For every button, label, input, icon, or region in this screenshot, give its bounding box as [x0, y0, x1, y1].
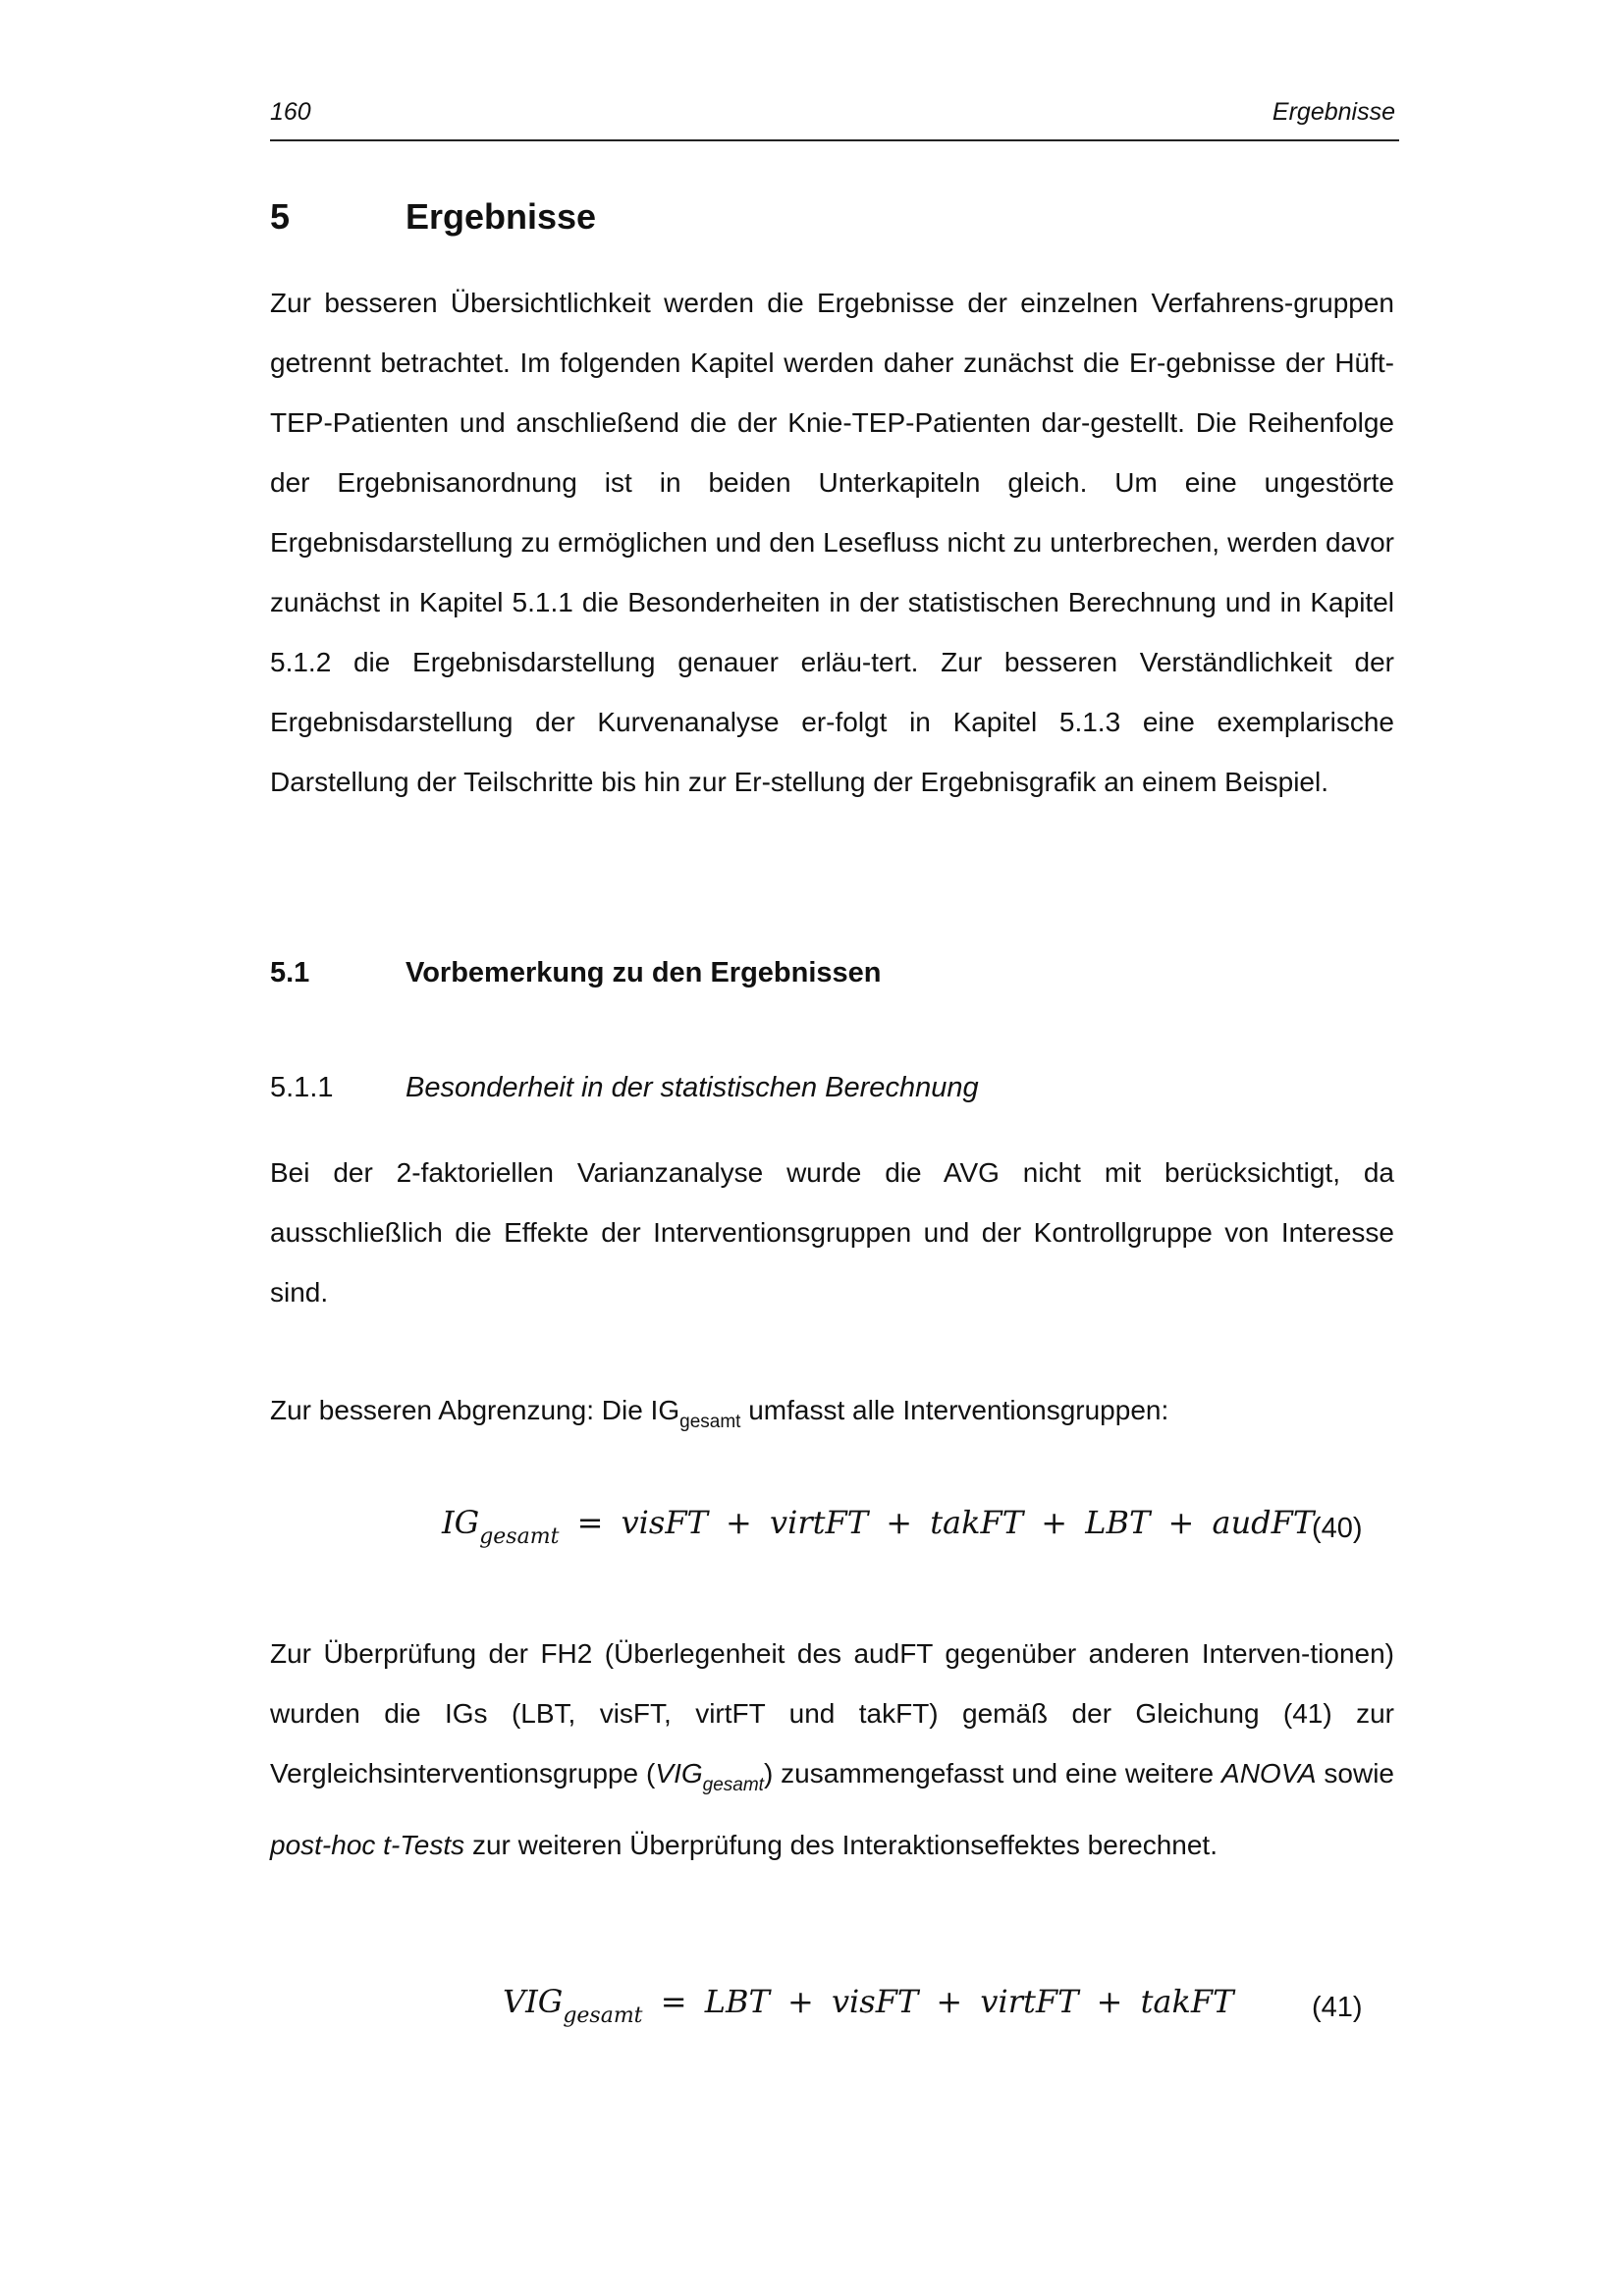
eq41-term: LBT: [704, 1983, 770, 2020]
abgrenzung-text-before: Zur besseren Abgrenzung: Die IG: [270, 1395, 680, 1425]
eq41-equals: =: [660, 1983, 687, 2020]
eq40-term: LBT: [1085, 1504, 1151, 1541]
subsection-number: 5.1.1: [270, 1072, 334, 1103]
abgrenzung-paragraph: [270, 1380, 1394, 1452]
abgrenzung-subscript: gesamt: [679, 1412, 741, 1432]
equation-41-number: (41): [1312, 1992, 1363, 2023]
running-title: Ergebnisse: [1272, 98, 1395, 126]
eq40-term: audFT: [1212, 1504, 1315, 1541]
eq40-lhs-subscript: gesamt: [479, 1524, 560, 1549]
equation-40-number: (40): [1312, 1513, 1363, 1544]
fh2-text-2: ) zusammengefasst und eine weitere: [763, 1758, 1222, 1789]
subsection-title: Besonderheit in der statistischen Berechnung: [406, 1072, 979, 1103]
fh2-text-1: Zur Überprüfung der FH2 (Überlegenheit des audFT gegenüber anderen Interven-tionen) wurden die IGs (LBT, visFT, virtFT und takFT) gemäß der Gleichung (41) zur Vergleichsinterventionsgruppe (: [270, 1638, 1394, 1789]
subsection-paragraph: Bei der 2-faktoriellen Varianzanalyse wurde die AVG nicht mit berücksichtigt, da ausschließlich die Effekte der Interventionsgruppen und der Kontrollgruppe von Interesse sind.: [270, 1157, 1394, 1308]
eq41-plus: +: [1096, 1983, 1123, 2020]
eq41-lhs: VIG: [503, 1983, 564, 2020]
fh2-text-3: sowie: [1316, 1758, 1395, 1789]
chapter-title: Ergebnisse: [406, 196, 597, 237]
eq40-plus: +: [886, 1504, 913, 1541]
fh2-text-4: zur weiteren Überprüfung des Interaktionseffektes berechnet.: [464, 1830, 1218, 1860]
eq40-plus: +: [1041, 1504, 1068, 1541]
page-number: 160: [270, 98, 311, 126]
eq41-lhs-subscript: gesamt: [563, 2003, 643, 2028]
eq41-term: takFT: [1140, 1983, 1234, 2020]
eq41-plus: +: [786, 1983, 814, 2020]
eq40-plus: +: [726, 1504, 752, 1541]
eq41-term: visFT: [831, 1983, 919, 2020]
page-header: [270, 98, 1399, 141]
section-heading: [270, 957, 882, 989]
chapter-intro-paragraph: Zur besseren Übersichtlichkeit werden die Ergebnisse der einzelnen Verfahrens-gruppen getrennt betrachtet. Im folgenden Kapitel werden daher zunächst die Er-gebnisse der Hüft-TEP-Patienten und anschließend die der Knie-TEP-Patienten dar-gestellt. Die Reihenfolge der Ergebnisanordnung ist in beiden Unterkapiteln gleich. Um eine ungestörte Ergebnisdarstellung zu ermöglichen und den Lesefluss nicht zu unterbrechen, werden davor zunächst in Kapitel 5.1.1 die Besonderheiten in der statistischen Berechnung und in Kapitel 5.1.2 die Ergebnisdarstellung genauer erläu-tert. Zur besseren Verständlichkeit der Ergebnisdarstellung der Kurvenanalyse er-folgt in Kapitel 5.1.3 eine exemplarische Darstellung der Teilschritte bis hin zur Er-stellung der Ergebnisgrafik an einem Beispiel.: [270, 288, 1394, 797]
eq40-plus: +: [1167, 1504, 1195, 1541]
eq40-equals: =: [576, 1504, 604, 1541]
eq41-plus: +: [936, 1983, 963, 2020]
abgrenzung-text-after: umfasst alle Interventionsgruppen:: [740, 1395, 1169, 1425]
eq40-term: virtFT: [770, 1504, 869, 1541]
eq40-term: takFT: [930, 1504, 1024, 1541]
chapter-heading: [270, 196, 596, 238]
fh2-paragraph: [270, 1624, 1394, 1875]
eq40-term: visFT: [621, 1504, 708, 1541]
fh2-posthoc: post-hoc t-Tests: [270, 1830, 465, 1860]
subsection-heading: [270, 1072, 979, 1104]
fh2-vig: VIG: [655, 1758, 703, 1789]
fh2-anova: ANOVA: [1221, 1758, 1317, 1789]
equation-41: [503, 1983, 1233, 2028]
fh2-vig-subscript: gesamt: [702, 1775, 764, 1795]
eq41-term: virtFT: [980, 1983, 1079, 2020]
eq40-lhs: IG: [442, 1504, 480, 1541]
section-number: 5.1: [270, 957, 310, 988]
equation-40: [442, 1504, 1314, 1549]
section-title: Vorbemerkung zu den Ergebnissen: [406, 957, 882, 988]
chapter-number: 5: [270, 196, 291, 237]
